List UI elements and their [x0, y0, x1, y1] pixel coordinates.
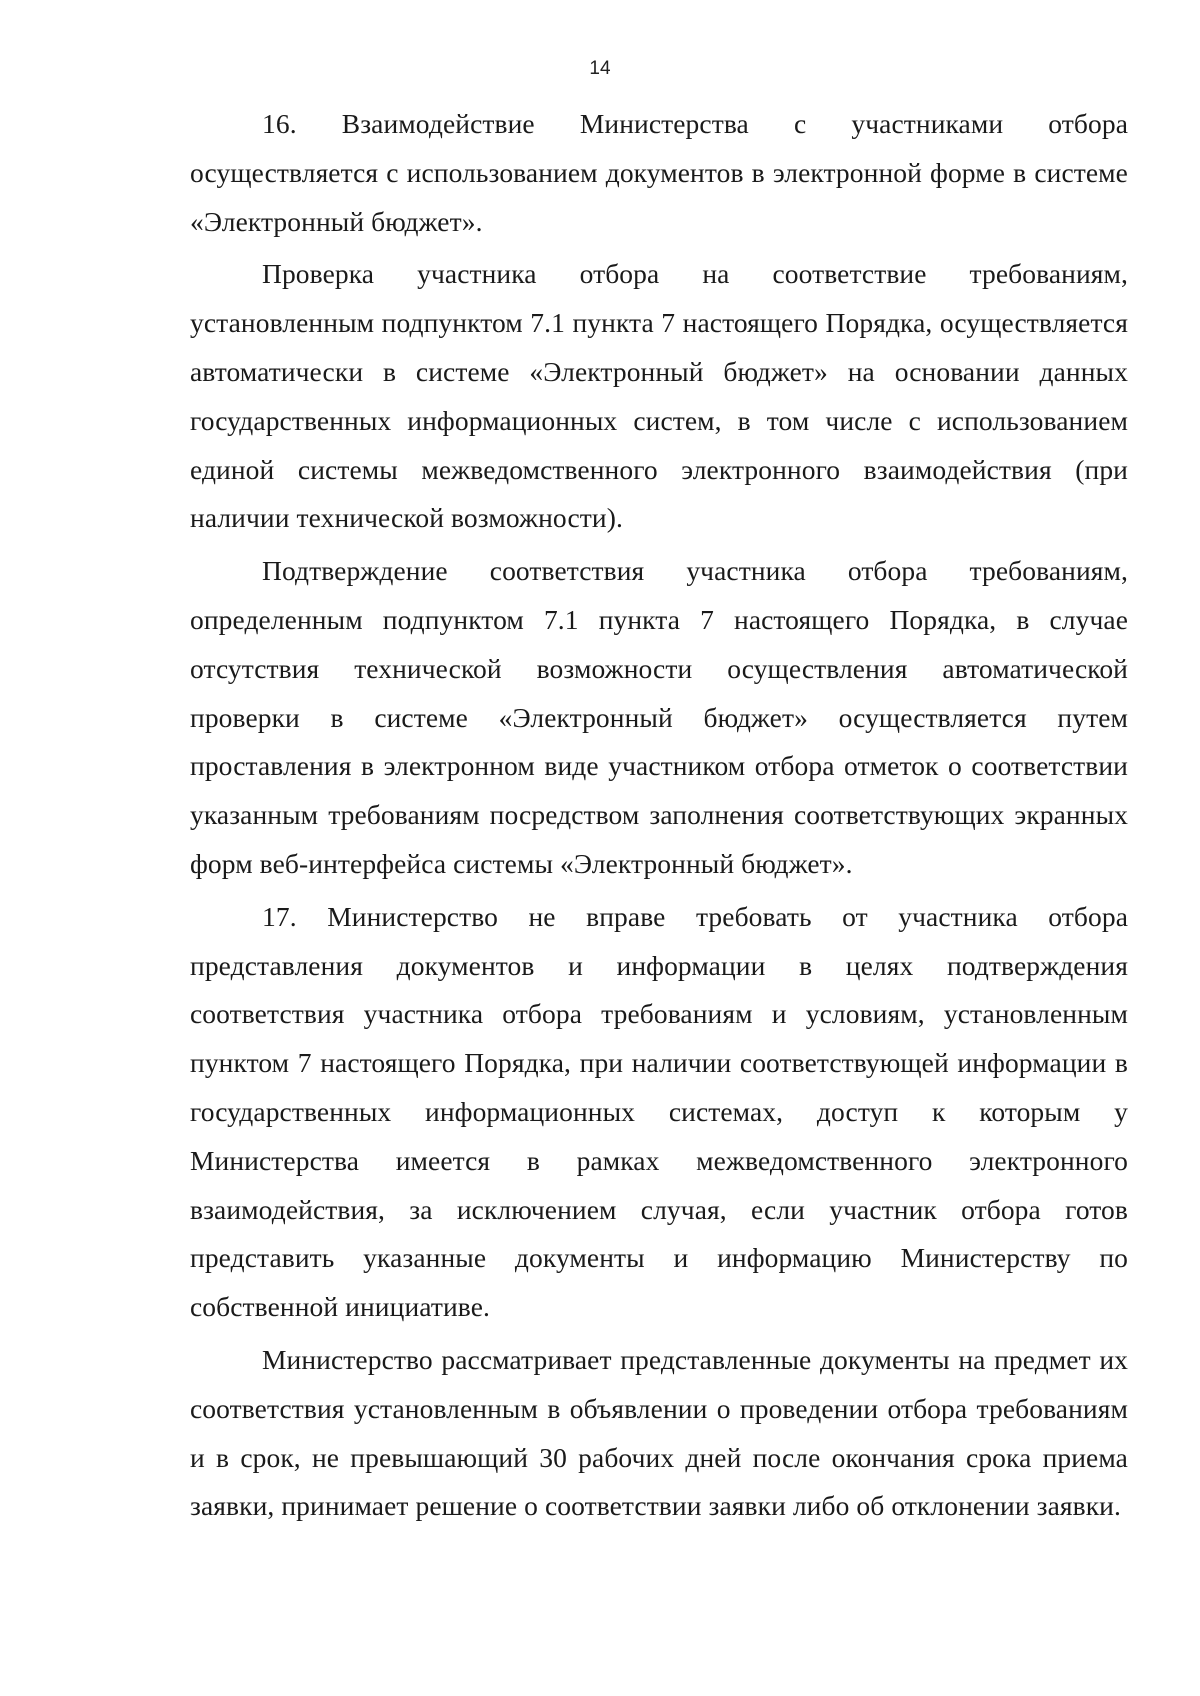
paragraph-17: 17. Министерство не вправе требовать от участника отбора представления документов и информации в целях подтверждения соответствия участника отбора требованиям и условиям, установленным пунктом 7 настоящего Порядка, при наличии соответствующей информации в государственных информационных системах, доступ к которым у Министерства имеется в рамках межведомственного электронного взаимодействия, за исключением случая, если участник отбора готов представить указанные документы и информацию Министерству по собственной инициативе. [190, 900, 1128, 1323]
paragraph-review: Министерство рассматривает представленные документы на предмет их соответствия установленным в объявлении о проведении отбора требованиям и в срок, не превышающий 30 рабочих дней после окончания срока приема заявки, принимает решение о соответствии заявки либо об отклонении заявки. [190, 1343, 1128, 1522]
document-body [190, 100, 1128, 1535]
page-number: 14 [589, 58, 611, 79]
paragraph-16: 16. Взаимодействие Министерства с участниками отбора осуществляется с использованием документов в электронной форме в системе «Электронный бюджет». [190, 108, 1128, 237]
paragraph-verification: Проверка участника отбора на соответствие требованиям, установленным подпунктом 7.1 пункта 7 настоящего Порядка, осуществляется автоматически в системе «Электронный бюджет» на основании данных государственных информационных систем, в том числе с использованием единой системы межведомственного электронного взаимодействия (при наличии технической возможности). [190, 258, 1128, 534]
paragraph-confirmation: Подтверждение соответствия участника отбора требованиям, определенным подпунктом 7.1 пункта 7 настоящего Порядка, в случае отсутствия технической возможности осуществления автоматической проверки в системе «Электронный бюджет» осуществляется путем проставления в электронном виде участником отбора отметок о соответствии указанным требованиям посредством заполнения соответствующих экранных форм веб-интерфейса системы «Электронный бюджет». [190, 555, 1128, 879]
